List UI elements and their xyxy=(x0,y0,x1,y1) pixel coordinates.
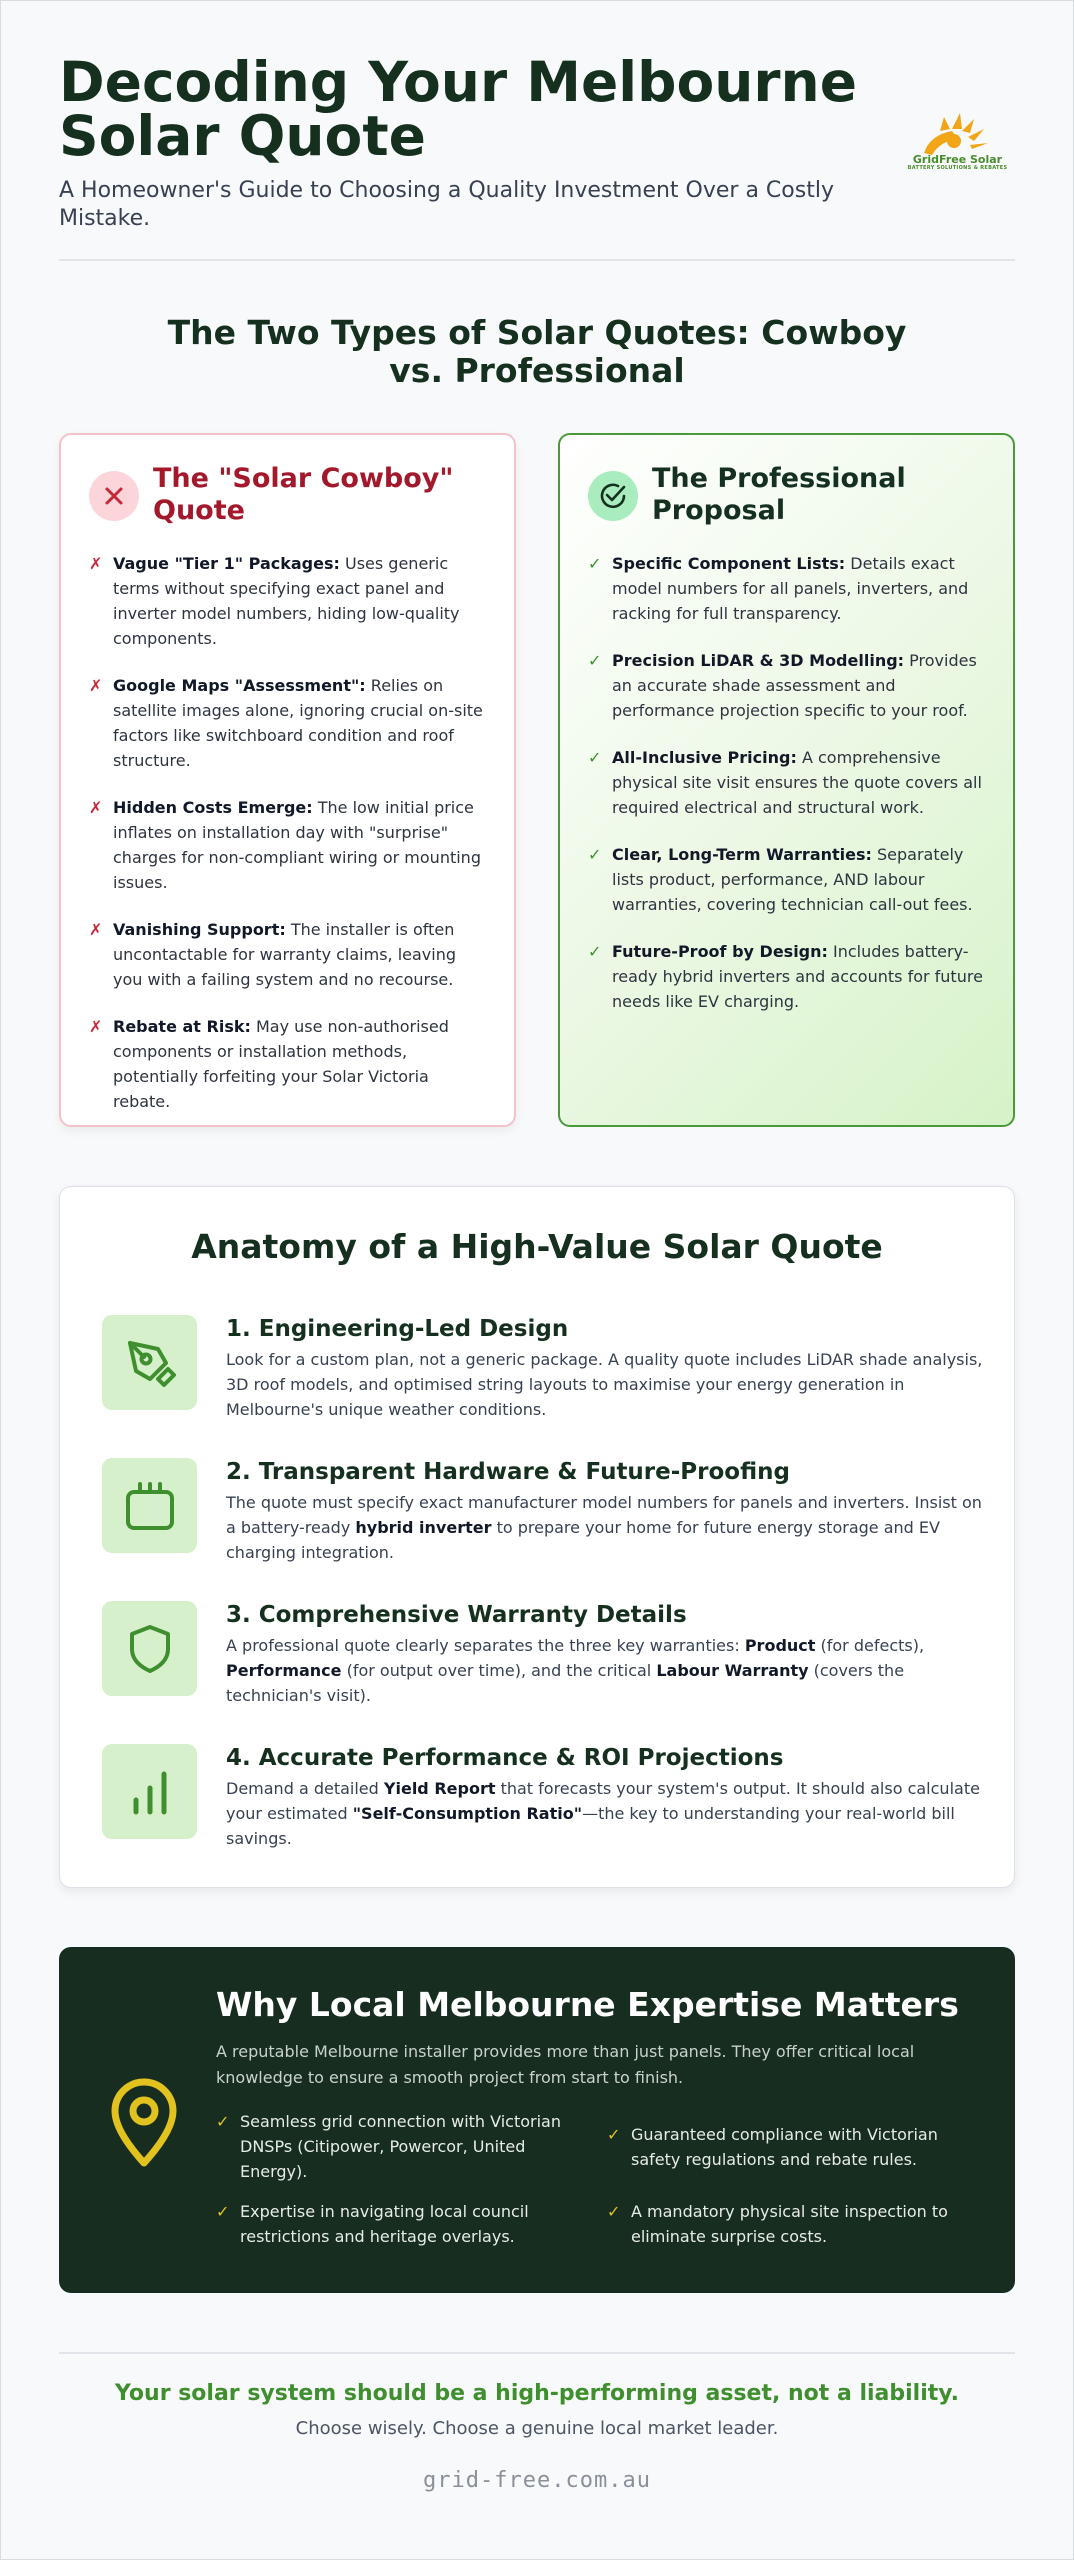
local-title: Why Local Melbourne Expertise Matters xyxy=(216,1985,959,2024)
list-item: ✓ Specific Component Lists: Details exact model numbers for all panels, inverters, and racking for full transparency. xyxy=(588,551,985,626)
logo-tagline: BATTERY SOLUTIONS & REBATES xyxy=(907,165,1008,171)
check-icon: ✓ xyxy=(216,2112,230,2131)
check-icon: ✓ xyxy=(216,2202,230,2221)
list-item: ✓ A mandatory physical site inspection to eliminate surprise costs. xyxy=(607,2199,987,2249)
check-icon: ✓ xyxy=(588,845,602,864)
feature-title: 4. Accurate Performance & ROI Projections xyxy=(226,1745,784,1771)
header-divider xyxy=(59,259,1015,261)
list-item: ✗ Vanishing Support: The installer is often uncontactable for warranty claims, leaving you with a failing system and no recourse. xyxy=(89,917,486,992)
map-pin-icon xyxy=(107,2075,181,2167)
anatomy-panel xyxy=(59,1186,1015,1888)
x-circle-icon xyxy=(89,471,139,521)
check-icon: ✓ xyxy=(588,942,602,961)
feature-text: Look for a custom plan, not a generic package. A quality quote includes LiDAR shade analysis, 3D roof models, and optimised string layouts to maximise your energy generation in Melbourne's unique weather conditions. xyxy=(226,1350,983,1419)
professional-card-title: The Professional Proposal xyxy=(652,463,906,526)
check-icon: ✓ xyxy=(588,554,602,573)
cowboy-card xyxy=(59,433,516,1127)
brand-logo xyxy=(900,109,1015,189)
sun-logo-icon xyxy=(900,109,1015,159)
page-header xyxy=(59,50,1015,261)
feature-title: 2. Transparent Hardware & Future-Proofing xyxy=(226,1459,790,1485)
pen-tool-icon xyxy=(102,1315,197,1410)
local-expertise-section xyxy=(59,1947,1015,2293)
list-item: ✓ Clear, Long-Term Warranties: Separately lists product, performance, AND labour warranties, covering technician call-out fees. xyxy=(588,842,985,917)
footer-divider xyxy=(59,2352,1015,2354)
feature-text: A professional quote clearly separates the three key warranties: Product (for defects), Performance (for output over time), and the critical Labour Warranty (covers the technician's visit). xyxy=(226,1636,925,1705)
check-icon: ✓ xyxy=(588,651,602,670)
check-circle-icon xyxy=(588,471,638,521)
battery-icon xyxy=(102,1458,197,1553)
website-link[interactable]: grid-free.com.au xyxy=(423,2468,651,2493)
list-item: ✗ Google Maps "Assessment": Relies on satellite images alone, ignoring crucial on-site factors like switchboard condition and roof structure. xyxy=(89,673,486,773)
cross-icon: ✗ xyxy=(89,554,103,573)
feature-text: The quote must specify exact manufacturer model numbers for panels and inverters. Insist on a battery-ready hybrid inverter to prepare your home for future energy storage and EV charging integration. xyxy=(226,1493,982,1562)
check-icon: ✓ xyxy=(607,2125,621,2144)
cross-icon: ✗ xyxy=(89,676,103,695)
page-subtitle: A Homeowner's Guide to Choosing a Quality Investment Over a Costly Mistake. xyxy=(59,178,834,231)
feature-title: 3. Comprehensive Warranty Details xyxy=(226,1602,687,1628)
list-item: ✗ Hidden Costs Emerge: The low initial price inflates on installation day with "surprise" charges for non-compliant wiring or mounting issues. xyxy=(89,795,486,895)
shield-icon xyxy=(102,1601,197,1696)
list-item: ✓ Expertise in navigating local council restrictions and heritage overlays. xyxy=(216,2199,576,2249)
list-item: ✓ All-Inclusive Pricing: A comprehensive physical site visit ensures the quote covers all required electrical and structural work. xyxy=(588,745,985,820)
bar-chart-icon xyxy=(102,1744,197,1839)
check-icon: ✓ xyxy=(607,2202,621,2221)
cross-icon: ✗ xyxy=(89,798,103,817)
cross-icon: ✗ xyxy=(89,1017,103,1036)
footer-tagline: Your solar system should be a high-performing asset, not a liability. xyxy=(115,2381,959,2406)
list-item: ✗ Vague "Tier 1" Packages: Uses generic terms without specifying exact panel and inverter model numbers, hiding low-quality components. xyxy=(89,551,486,651)
list-item: ✗ Rebate at Risk: May use non-authorised components or installation methods, potentially forfeiting your Solar Victoria rebate. xyxy=(89,1014,486,1114)
logo-name: GridFree Solar xyxy=(912,153,1003,166)
footer-subtext: Choose wisely. Choose a genuine local market leader. xyxy=(295,2418,779,2439)
feature-title: 1. Engineering-Led Design xyxy=(226,1316,569,1342)
feature-text: Demand a detailed Yield Report that forecasts your system's output. It should also calculate your estimated "Self-Consumption Ratio"—the key to understanding your real-world bill savings. xyxy=(226,1779,980,1848)
list-item: ✓ Future-Proof by Design: Includes battery-ready hybrid inverters and accounts for future needs like EV charging. xyxy=(588,939,985,1014)
list-item: ✓ Seamless grid connection with Victorian DNSPs (Citipower, Powercor, United Energy). xyxy=(216,2109,576,2184)
compare-title: The Two Types of Solar Quotes: Cowboy vs. Professional xyxy=(167,313,907,390)
check-icon: ✓ xyxy=(588,748,602,767)
professional-list xyxy=(588,551,985,1014)
list-item: ✓ Guaranteed compliance with Victorian safety regulations and rebate rules. xyxy=(607,2122,987,2172)
local-intro: A reputable Melbourne installer provides more than just panels. They offer critical local knowledge to ensure a smooth project from start to finish. xyxy=(216,2042,915,2087)
list-item: ✓ Precision LiDAR & 3D Modelling: Provides an accurate shade assessment and performance projection specific to your roof. xyxy=(588,648,985,723)
cowboy-card-title: The "Solar Cowboy" Quote xyxy=(153,463,454,526)
page-title: Decoding Your Melbourne Solar Quote xyxy=(59,50,858,168)
cross-icon: ✗ xyxy=(89,920,103,939)
anatomy-title: Anatomy of a High-Value Solar Quote xyxy=(191,1227,883,1266)
cowboy-list xyxy=(89,551,486,1114)
professional-card xyxy=(558,433,1015,1127)
